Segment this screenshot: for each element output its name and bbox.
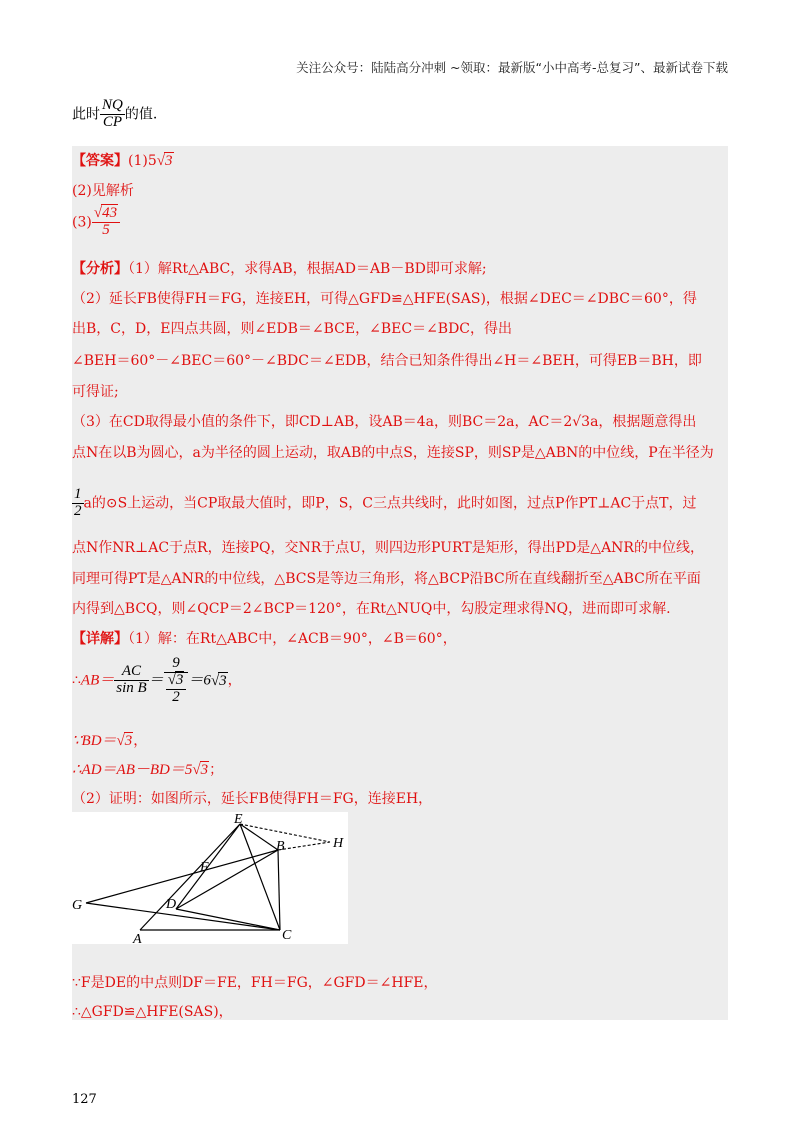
answer-3-label: (3) — [72, 214, 92, 231]
ab-rhs-radicand: 3 — [219, 672, 227, 689]
therefore-symbol: ∴ — [72, 672, 81, 689]
ab-rhs: ＝6 — [188, 672, 211, 689]
after-diagram-line-1: ∵F是DE的中点则DF＝FE，FH＝FG，∠GFD＝∠HFE， — [72, 975, 438, 991]
ab-end: ， — [227, 672, 242, 689]
edge-dc — [176, 909, 280, 930]
label-g: G — [72, 898, 83, 913]
after-diagram-line-2: ∴△GFD≌△HFE(SAS)， — [72, 1004, 233, 1020]
label-e: E — [234, 812, 243, 827]
page-header: 关注公众号：陆陆高分冲刺 ~领取：最新版“小中高考-总复习”、最新试卷下载 — [296, 60, 728, 75]
ac-numerator: AC — [114, 664, 148, 681]
label-f: F — [200, 860, 209, 875]
analysis-line-8 — [72, 487, 697, 520]
bd-line: ∵BD＝√3， — [72, 733, 148, 749]
problem-tail-suffix: 的值. — [124, 106, 158, 123]
sinb-denominator: sin B — [116, 680, 147, 697]
label-a: A — [133, 932, 142, 944]
answer-line-2 — [72, 180, 134, 200]
answer-2-label: (2) — [72, 183, 92, 199]
ab-formula-line: ∴AB＝ $\frac{AC}{\text{sin B}}$ ＝ $\frac{9}{\frac{√3}{2}}$ ＝6√3， — [72, 655, 242, 705]
edge-ec — [240, 824, 280, 930]
analysis-line-7: 点N在以B为圆心，a为半径的圆上运动，取AB的中点S，连接SP，则SP是△ABN的中位线，P在半径为 — [72, 445, 714, 461]
equals-sign: ＝ — [148, 672, 164, 689]
answer-tag: 【答案】 — [72, 153, 128, 169]
inner-radicand: 3 — [175, 671, 184, 688]
answer-1-label: (1) — [128, 153, 148, 169]
edge-db — [176, 850, 278, 909]
answer-1-value: 5 — [147, 153, 157, 169]
fraction-numerator: NQ — [102, 97, 123, 113]
geometry-diagram — [72, 812, 348, 944]
analysis-line-5: 可得证; — [72, 384, 119, 400]
edge-eb — [240, 824, 278, 850]
analysis-text: （1）解Rt△ABC，求得AB，根据AD＝AB－BD即可求解; — [128, 261, 487, 277]
bd-end: ， — [133, 733, 148, 749]
label-h: H — [333, 836, 344, 851]
fraction-denominator: CP — [102, 113, 122, 130]
half-fraction — [72, 487, 84, 520]
label-d: D — [166, 897, 177, 912]
ad-end: ； — [209, 762, 224, 778]
analysis-line-9: 点N作NR⊥AC于点R，连接PQ，交NR于点U，则四边形PURT是矩形，得出PD是△ANR的中位线， — [72, 540, 704, 556]
analysis-line-11: 内得到△BCQ，则∠QCP＝2∠BCP＝120°，在Rt△NUQ中，勾股定理求得NQ，进而即可求解. — [72, 601, 671, 617]
answer-3-fraction: $\frac{√43}{5}$ — [92, 206, 120, 239]
analysis-line-4: ∠BEH＝60°－∠BEC＝60°－∠BDC＝∠EDB，结合已知条件得出∠H＝∠BEH，可得EB＝BH，即 — [72, 353, 702, 369]
ad-line: ∴AD＝AB－BD＝5√3； — [72, 762, 224, 778]
edge-bh-dashed — [278, 842, 330, 850]
detail-line-1 — [72, 628, 457, 648]
problem-tail — [72, 98, 157, 131]
problem-tail-prefix: 此时 — [72, 106, 100, 123]
analysis-line-6: （3）在CD取得最小值的条件下，即CD⊥AB，设AB＝4a，则BC＝2a，AC＝2√3a，根据题意得出 — [72, 414, 697, 430]
analysis-tag: 【分析】 — [72, 261, 128, 277]
proof-intro-line: （2）证明：如图所示，延长FB使得FH＝FG，连接EH， — [72, 791, 433, 807]
label-c: C — [282, 928, 292, 943]
answer-line-1: 【答案】(1)5√3 — [72, 153, 173, 169]
detail-line-1-text: （1）解：在Rt△ABC中，∠ACB＝90°，∠B＝60°， — [128, 631, 457, 647]
answer-1-radicand: 3 — [165, 153, 173, 169]
edge-gb — [86, 850, 278, 903]
analysis-line-1 — [72, 258, 487, 278]
analysis-line-10: 同理可得PT是△ANR的中位线，△BCS是等边三角形，将△BCP沿BC所在直线翻折至△ABC所在平面 — [72, 571, 701, 587]
inner-denominator: 2 — [172, 688, 180, 705]
nine-numerator: 9 — [164, 656, 189, 673]
edge-gc — [86, 903, 280, 930]
nq-over-cp-fraction — [100, 98, 125, 131]
half-denominator: 2 — [74, 502, 82, 519]
nine-over-fraction: $\frac{9}{\frac{√3}{2}}$ — [164, 656, 189, 705]
edge-ea — [140, 824, 240, 930]
analysis-line-2: （2）延长FB使得FH＝FG，连接EH，可得△GFD≌△HFE(SAS)，根据∠DEC＝∠DBC＝60°，得 — [72, 291, 697, 307]
bd-radicand: 3 — [124, 733, 133, 749]
ad-text: ∴AD＝AB－BD＝5 — [72, 762, 193, 778]
geometry-svg — [72, 812, 348, 944]
answer-line-3 — [72, 206, 120, 239]
analysis-line-3: 出B，C，D，E四点共圆，则∠EDB＝∠BCE，∠BEC＝∠BDC，得出 — [72, 321, 513, 337]
ab-lhs: AB＝ — [80, 672, 115, 689]
page-number: 127 — [72, 1092, 97, 1107]
detail-tag: 【详解】 — [72, 631, 128, 647]
answer-3-radicand: 43 — [102, 205, 118, 221]
analysis-line-8-text: a的⊙S上运动，当CP取最大值时，即P，S，C三点共线时，此时如图，过点P作PT⊥AC于点T，过 — [83, 495, 697, 512]
half-numerator: 1 — [74, 486, 82, 502]
answer-2-value: 见解析 — [91, 183, 134, 199]
ad-radicand: 3 — [200, 762, 209, 778]
ac-over-sinb-fraction — [114, 664, 148, 697]
answer-3-denominator: 5 — [102, 221, 110, 238]
edge-cb — [278, 850, 280, 930]
label-b: B — [276, 839, 285, 854]
bd-text: ∵BD＝ — [72, 733, 117, 749]
